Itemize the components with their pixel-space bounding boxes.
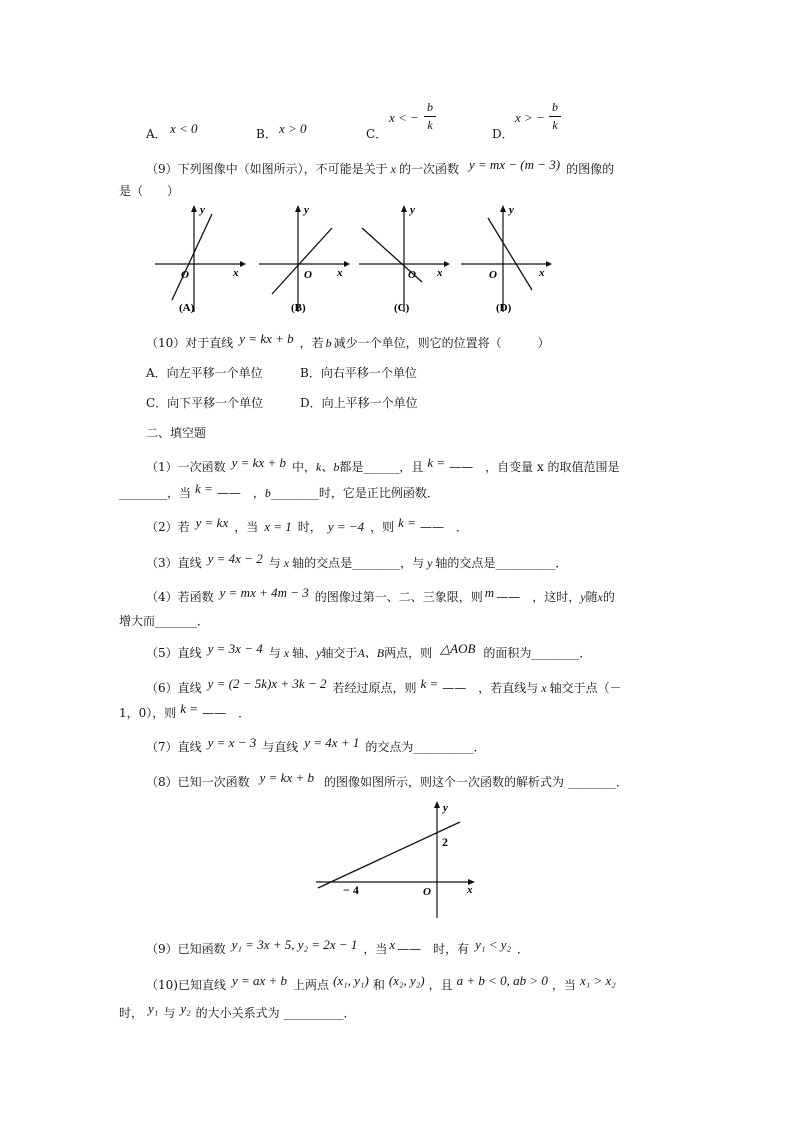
graph-a-x-label: x bbox=[233, 267, 239, 279]
graph-c-caption: (C) bbox=[394, 302, 410, 314]
q10-option-d: D．向上平移一个单位 bbox=[300, 396, 418, 410]
fill-q1-line2: ________，当 k = —— ，b________时，它是正比例函数． bbox=[119, 481, 439, 500]
q10-option-c: C．向下平移一个单位 bbox=[146, 396, 264, 410]
fill-q4-line2: 增大而_______． bbox=[119, 614, 210, 628]
q8-graph-x-intercept: − 4 bbox=[343, 883, 359, 897]
option-d-math: x > − bbox=[515, 110, 545, 125]
q10-option-a: A．向左平移一个单位 bbox=[146, 366, 263, 380]
fill-q10-line1: （10)已知直线 y = ax + b 上两点 (x₁, y₁) 和 (x₂, y₂) ，且 a + b < 0, ab > 0 ，当 x₁ > x₂ bbox=[146, 973, 616, 992]
fill-q2: （2）若 y = kx ，当 x = 1 时， y = −4 ，则 k = —— ． bbox=[146, 515, 468, 534]
option-a-math: x < 0 bbox=[170, 121, 198, 136]
graph-d-y-label: y bbox=[509, 204, 514, 216]
fill-q5: （5）直线 y = 3x − 4 与 x 轴、y轴交于A、B两点，则 △AOB 的面积为________． bbox=[146, 641, 592, 660]
q8-graph bbox=[310, 796, 480, 921]
graph-d-caption: (D) bbox=[496, 302, 512, 314]
q8-graph-origin: O bbox=[423, 886, 431, 898]
option-c-label: C． bbox=[366, 127, 388, 141]
q8-graph-y-intercept: 2 bbox=[442, 835, 448, 849]
graph-c-x-label: x bbox=[437, 267, 443, 279]
fill-q9: （9）已知函数 y₁ = 3x + 5, y₂ = 2x − 1 ，当 x —— 时，有 y₁ < y₂ ． bbox=[146, 937, 530, 956]
q10-option-b: B．向右平移一个单位 bbox=[300, 366, 417, 380]
fill-q10-line2: 时， y₁ 与 y₂ 的大小关系式为 __________． bbox=[119, 1001, 356, 1020]
graph-b-y-label: y bbox=[304, 204, 309, 216]
option-c-fraction: b k bbox=[424, 100, 436, 133]
fill-q4-line1: （4）若函数 y = mx + 4m − 3 的图像过第一、二、三象限，则 m —— ，这时，y随x的 bbox=[146, 585, 615, 604]
graph-a-caption: (A) bbox=[179, 302, 195, 314]
q9-graph-a bbox=[150, 200, 250, 320]
fill-q6-line1: （6）直线 y = (2 − 5k)x + 3k − 2 若经过原点，则 k = —— ，若直线与 x 轴交于点（－ bbox=[146, 676, 622, 695]
option-b-math: x > 0 bbox=[279, 121, 307, 136]
q9-graph-c bbox=[354, 200, 454, 320]
fill-q3: （3）直线 y = 4x − 2 与 x 轴的交点是________，与 y 轴的交点是__________． bbox=[146, 551, 568, 570]
graph-b-origin: O bbox=[304, 269, 312, 281]
section-title: 二、填空题 bbox=[146, 426, 207, 440]
q9-line1: （9）下列图像中（如图所示），不可能是关于 x 的一次函数 y = mx − (m − 3) 的图像的 bbox=[146, 157, 615, 176]
q8-graph-y-label: y bbox=[443, 802, 448, 814]
graph-c-y-label: y bbox=[410, 204, 415, 216]
graph-b-x-label: x bbox=[337, 267, 343, 279]
q9-line2: 是（ ） bbox=[119, 184, 180, 198]
graph-a-origin: O bbox=[181, 269, 189, 281]
fill-q8: （8）已知一次函数 y = kx + b 的图像如图所示，则这个一次函数的解析式为 ________． bbox=[146, 770, 628, 789]
fill-q7: （7）直线 y = x − 3 与直线 y = 4x + 1 的交点为__________． bbox=[146, 735, 486, 754]
q9-graph-b bbox=[254, 200, 354, 320]
graph-d-origin: O bbox=[489, 269, 497, 281]
fill-q6-line2: 1，0），则 k = —— ． bbox=[119, 701, 251, 720]
option-d-label: D． bbox=[492, 127, 514, 141]
option-b-label: B． bbox=[256, 127, 277, 141]
option-a-label: A． bbox=[146, 127, 167, 141]
option-c-math: x < − bbox=[389, 110, 419, 125]
q8-graph-x-label: x bbox=[467, 884, 473, 896]
option-d-fraction: b k bbox=[549, 100, 561, 133]
q10-stem: （10）对于直线 y = kx + b ，若 b 减少一个单位，则它的位置将（ ） bbox=[146, 331, 550, 350]
graph-b-caption: (B) bbox=[291, 302, 306, 314]
graph-a-y-label: y bbox=[200, 204, 205, 216]
fill-q1-line1: （1）一次函数 y = kx + b 中，k、b都是______，且 k = —— ，自变量 x 的取值范围是 bbox=[146, 455, 620, 474]
graph-c-origin: O bbox=[408, 269, 416, 281]
q9-graph-d bbox=[456, 200, 556, 320]
graph-d-x-label: x bbox=[539, 267, 545, 279]
